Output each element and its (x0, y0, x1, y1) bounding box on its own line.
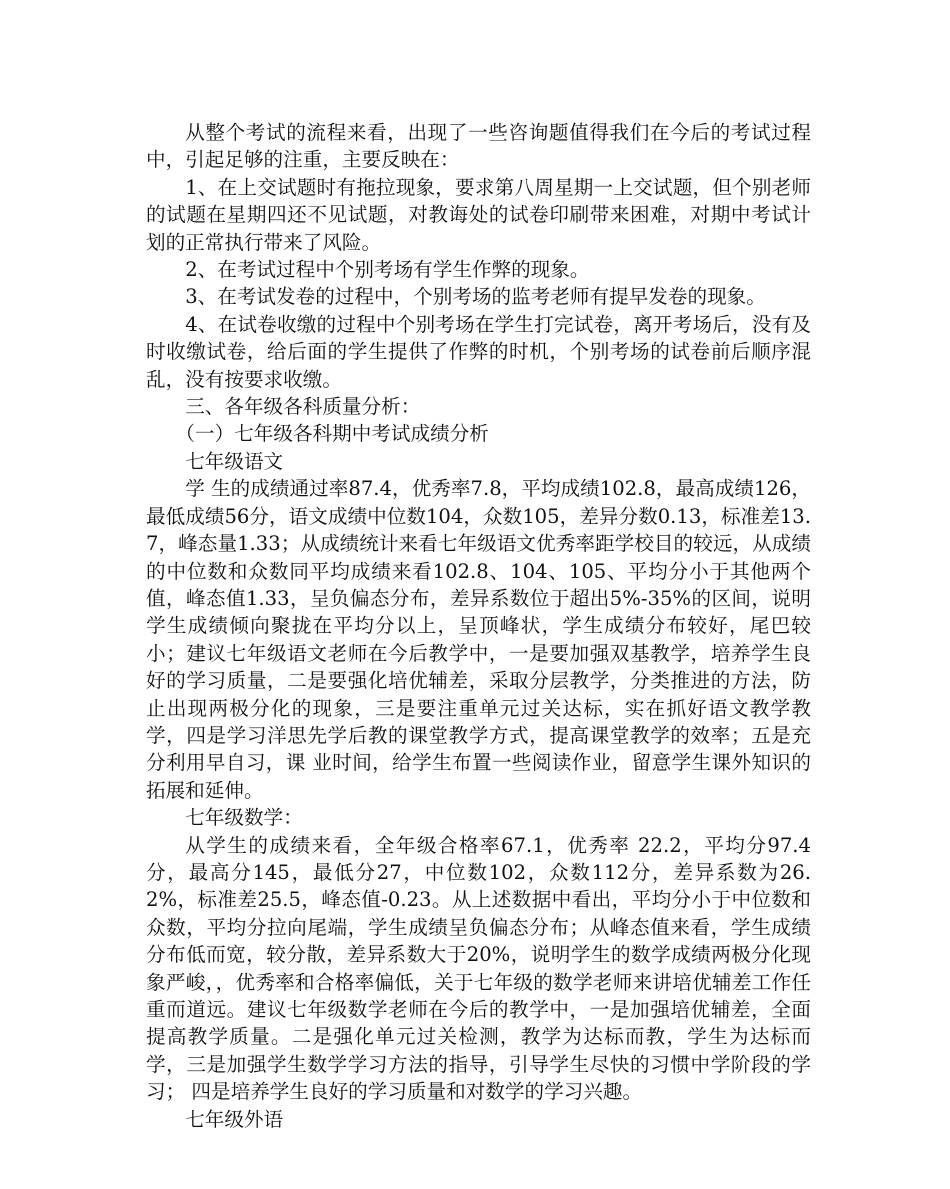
paragraph-chinese-analysis: 学 生的成绩通过率87.4，优秀率7.8，平均成绩102.8，最高成绩126，最低成绩56分，语文成绩中位数104，众数105，差异分数0.13，标准差13.7，峰态量1.33；从成绩统计来看七年级语文优秀率距学校目的较远，从成绩的中位数和众数同平均成绩来看102.8、104、105、平均分小于其他两个值，峰态值1.33，呈负偏态分布，差异系数位于超出5%-35%的区间，说明学生成绩倾向聚拢在平均分以上，呈顶峰状，学生成绩分布较好，尾巴较小；建议七年级语文老师在今后教学中，一是要加强双基教学，培养学生良好的学习质量，二是要强化培优辅差，采取分层教学，分类推进的方法，防止出现两极分化的现象，三是要注重单元过关达标，实在抓好语文教学教学，四是学习洋思先学后教的课堂教学方式，提高课堂教学的效率；五是充分利用早自习，课 业时间，给学生布置一些阅读作业，留意学生课外知识的拓展和延伸。 (146, 477, 811, 802)
subject-heading-english: 七年级外语 (185, 1107, 284, 1131)
subject-heading-math: 七年级数学： (185, 806, 303, 830)
document-body (146, 119, 811, 1133)
paragraph-item-4: 4、在试卷收缴的过程中个别考场在学生打完试卷，离开考场后，没有及时收缴试卷，给后面的学生提供了作弊的时机，个别考场的试卷前后顺序混乱，没有按要求收缴。 (146, 312, 811, 391)
paragraph-intro: 从整个考试的流程来看，出现了一些咨询题值得我们在今后的考试过程中，引起足够的注重，主要反映在： (146, 121, 811, 172)
subsection-heading: （一）七年级各科期中考试成绩分析 (175, 422, 489, 446)
paragraph-math-analysis: 从学生的成绩来看，全年级合格率67.1，优秀率 22.2，平均分97.4分，最高分145，最低分27，中位数102，众数112分，差异系数为26.2%，标准差25.5，峰态值-0.23。从上述数据中看出，平均分小于中位数和众数，平均分拉向尾端，学生成绩呈负偏态分布；从峰态值来看，学生成绩分布低而宽，较分散，差异系数大于20%，说明学生的数学成绩两极分化现象严峻，，优秀率和合格率偏低，关于七年级的数学老师来讲培优辅差工作任重而道远。建议七年级数学老师在今后的教学中，一是加强培优辅差，全面提高教学质量。二是强化单元过关检测，教学为达标而教，学生为达标而学，三是加强学生数学学习方法的指导，引导学生尽快的习惯中学阶段的学习； 四是培养学生良好的学习质量和对数学的学习兴趣。 (146, 833, 811, 1104)
paragraph-item-1: 1、在上交试题时有拖拉现象，要求第八周星期一上交试题，但个别老师的试题在星期四还不见试题，对教诲处的试卷印刷带来困难，对期中考试计划的正常执行带来了风险。 (146, 175, 811, 254)
section-heading: 三、各年级各科质量分析： (185, 395, 421, 419)
paragraph-item-3: 3、在考试发卷的过程中，个别考场的监考老师有提早发卷的现象。 (185, 285, 766, 309)
paragraph-item-2: 2、在考试过程中个别考场有学生作弊的现象。 (185, 258, 590, 282)
subject-heading-chinese: 七年级语文 (185, 449, 284, 473)
